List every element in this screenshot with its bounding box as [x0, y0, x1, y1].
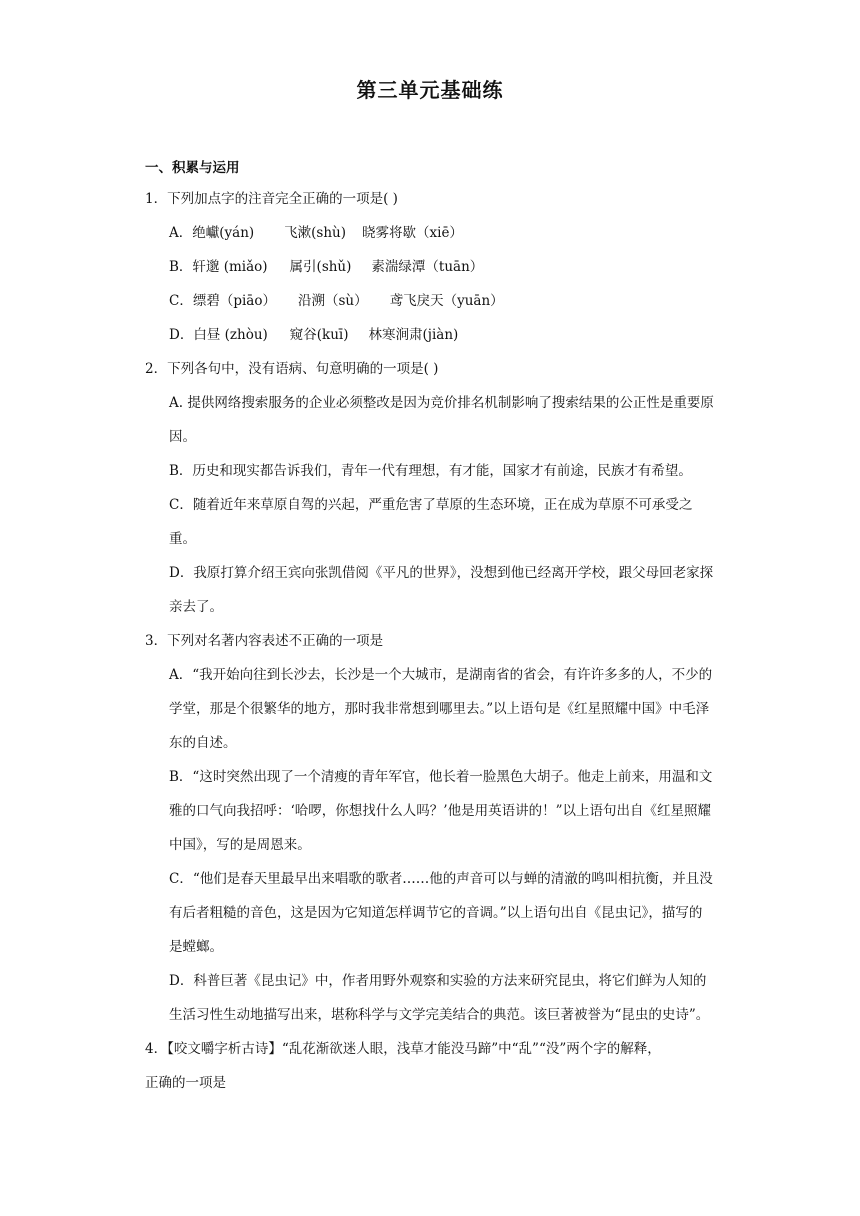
question-1-option-d: D．白昼 (zhòu) 窥谷(kuī) 林寒涧肃(jiàn)	[169, 327, 459, 343]
question-3-option-c: C．“他们是春天里最早出来唱歌的歌者……他的声音可以与蝉的清澈的鸣叫相抗衡，并且没有后者粗糙的音色，这是因为它知道怎样调节它的音调。”以上语句出自《昆虫记》，描写的是螳螂。	[169, 871, 713, 955]
question-3-stem: 3．下列对名著内容表述不正确的一项是	[145, 633, 384, 649]
question-1-option-a: A．绝巘(yán) 飞漱(shù) 晓雾将歇（xiē）	[169, 225, 463, 241]
question-2-stem: 2．下列各句中，没有语病、句意明确的一项是( )	[145, 361, 439, 377]
question-2-option-b: B．历史和现实都告诉我们，青年一代有理想，有才能，国家才有前途，民族才有希望。	[169, 463, 692, 479]
question-1-stem: 1．下列加点字的注音完全正确的一项是( )	[145, 191, 398, 207]
page-title: 第三单元基础练	[356, 78, 504, 102]
question-3-option-b: B．“这时突然出现了一个清瘦的青年军官，他长着一脸黑色大胡子。他走上前来，用温和文雅的口气向我招呼：‘哈啰，你想找什么人吗？’他是用英语讲的！”以上语句出自《红星照耀中国》，写的是周恩来。	[169, 769, 713, 853]
question-3-option-a: A．“我开始向往到长沙去，长沙是一个大城市，是湖南省的省会，有许许多多的人，不少的学堂，那是个很繁华的地方，那时我非常想到哪里去。”以上语句是《红星照耀中国》中毛泽东的自述。	[169, 667, 713, 751]
question-2-option-c: C．随着近年来草原自驾的兴起，严重危害了草原的生态环境，正在成为草原不可承受之重。	[169, 497, 693, 547]
question-list	[145, 182, 715, 1100]
question-4-stem: 4．【咬文嚼字析古诗】“乱花渐欲迷人眼，浅草才能没马蹄”中“乱”“没”两个字的解释， 正确的一项是	[145, 1041, 661, 1091]
question-3-option-d: D．科普巨著《昆虫记》中，作者用野外观察和实验的方法来研究昆虫，将它们鲜为人知的生活习性生动地描写出来，堪称科学与文学完美结合的典范。该巨著被誉为“昆虫的史诗”。	[169, 973, 710, 1023]
question-1-option-b: B．轩邈 (miǎo) 属引(shǔ) 素湍绿潭（tuān）	[169, 259, 484, 275]
question-2-option-a: A. 提供网络搜索服务的企业必须整改是因为竞价排名机制影响了搜索结果的公正性是重要原因。	[169, 395, 714, 445]
section-heading: 一、积累与运用	[145, 160, 240, 176]
question-1-option-c: C．缥碧（piāo） 沿溯（sù） 鸢飞戾天（yuān）	[169, 293, 504, 309]
question-2-option-d: D．我原打算介绍王宾向张凯借阅《平凡的世界》，没想到他已经离开学校，跟父母回老家探亲去了。	[169, 565, 714, 615]
